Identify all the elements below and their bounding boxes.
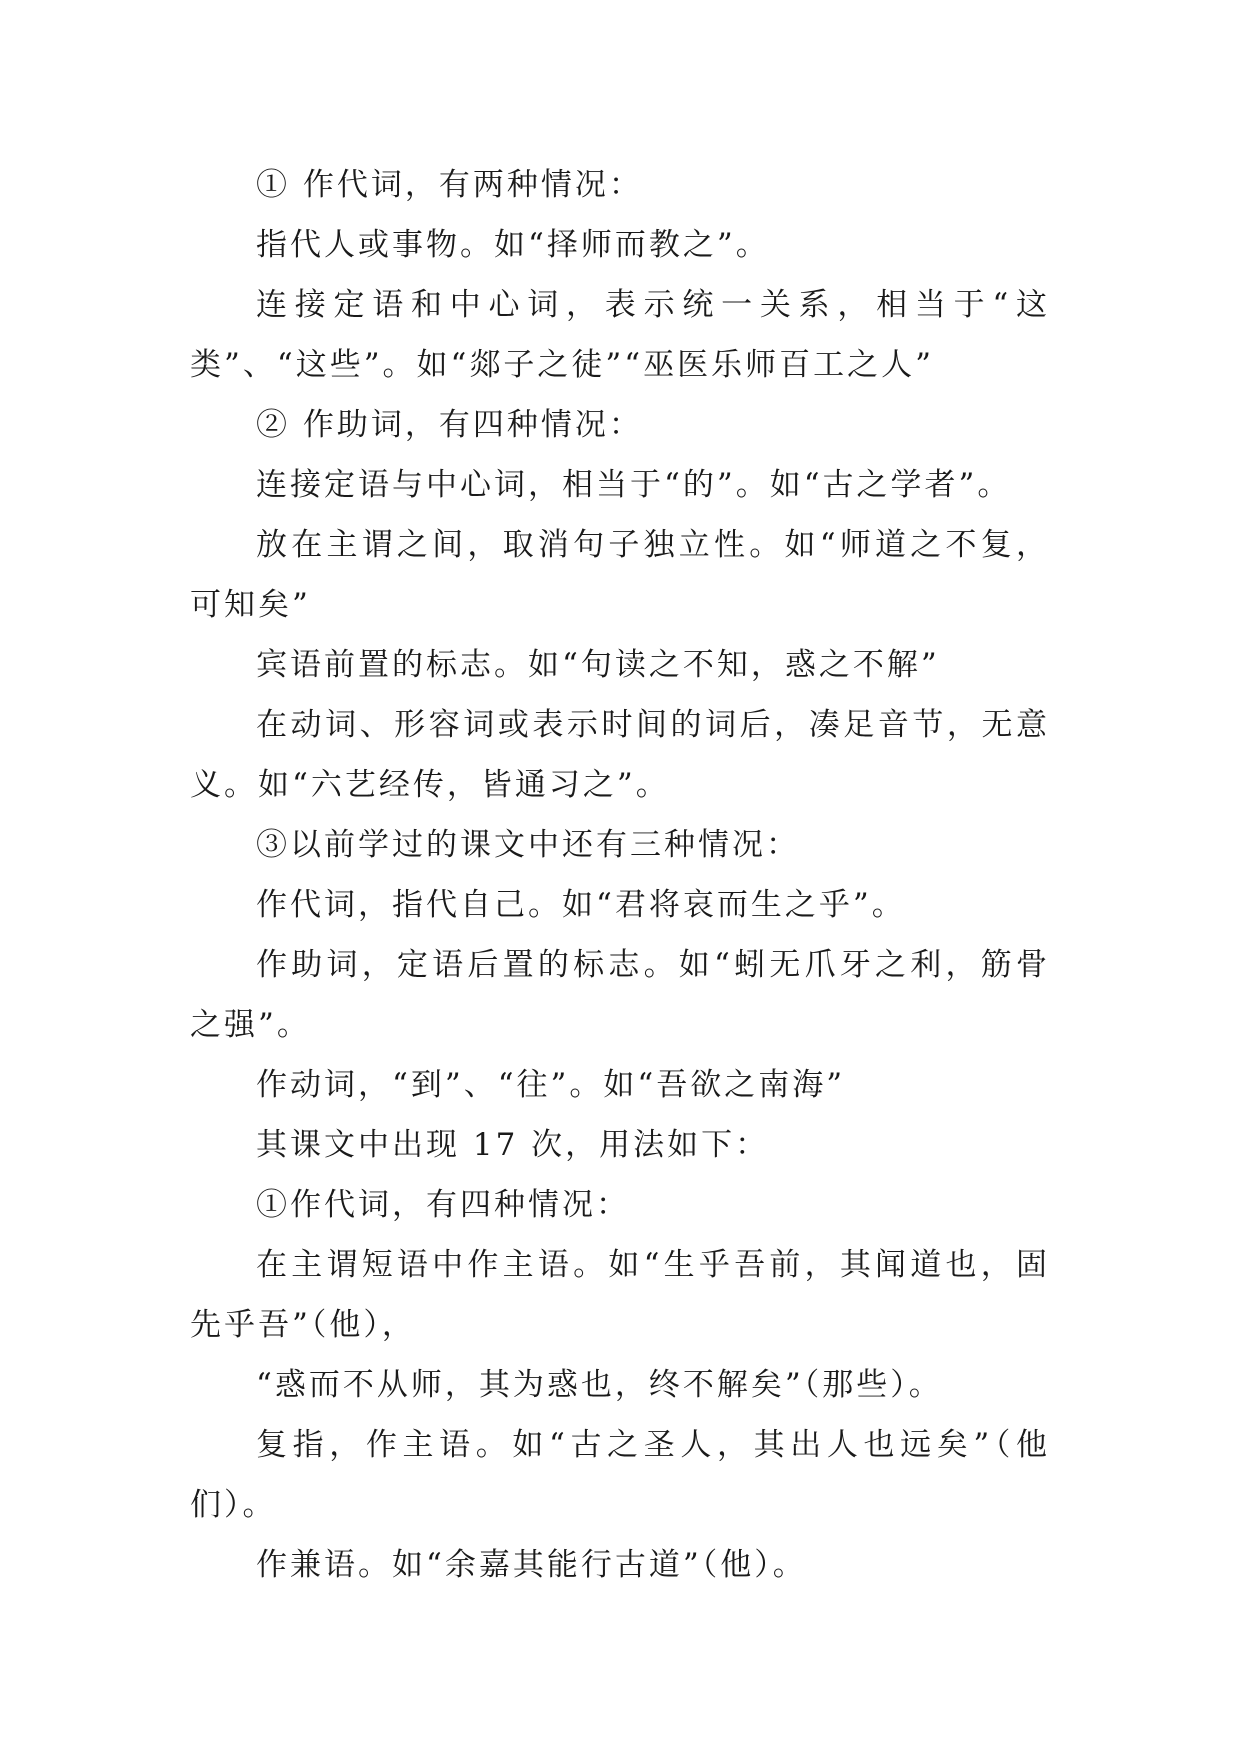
paragraph: 指代人或事物。如“择师而教之”。	[256, 227, 770, 263]
paragraph: 在主谓短语中作主语。如“生乎吾前，其闻道也，固先乎吾”（他），	[190, 1247, 1050, 1343]
paragraph: 作代词，指代自己。如“君将哀而生之乎”。	[256, 887, 906, 923]
paragraph: ③以前学过的课文中还有三种情况：	[256, 827, 800, 863]
document-body	[190, 155, 1050, 1595]
paragraph: ② 作助词，有四种情况：	[256, 407, 643, 443]
paragraph: 放在主谓之间，取消句子独立性。如“师道之不复，可知矣”	[190, 527, 1050, 623]
paragraph: ① 作代词，有两种情况：	[256, 167, 643, 203]
paragraph: 其课文中出现 17 次，用法如下：	[256, 1127, 770, 1163]
paragraph: 作助词，定语后置的标志。如“蚓无爪牙之利，筋骨之强”。	[190, 947, 1050, 1043]
paragraph: 在动词、形容词或表示时间的词后，凑足音节，无意义。如“六艺经传，皆通习之”。	[190, 707, 1050, 803]
paragraph: 连接定语与中心词，相当于“的”。如“古之学者”。	[256, 467, 1012, 503]
paragraph: 作兼语。如“余嘉其能行古道”（他）。	[256, 1547, 807, 1583]
paragraph: 连接定语和中心词，表示统一关系，相当于“这类”、“这些”。如“郯子之徒”“巫医乐师百工之人”	[190, 287, 1050, 383]
paragraph: 宾语前置的标志。如“句读之不知，惑之不解”	[256, 647, 940, 683]
paragraph: 作动词，“到”、“往”。如“吾欲之南海”	[256, 1067, 846, 1103]
paragraph: 复指，作主语。如“古之圣人，其出人也远矣”（他们）。	[190, 1427, 1050, 1523]
paragraph: “惑而不从师，其为惑也，终不解矣”（那些）。	[256, 1367, 943, 1403]
paragraph: ①作代词，有四种情况：	[256, 1187, 630, 1223]
